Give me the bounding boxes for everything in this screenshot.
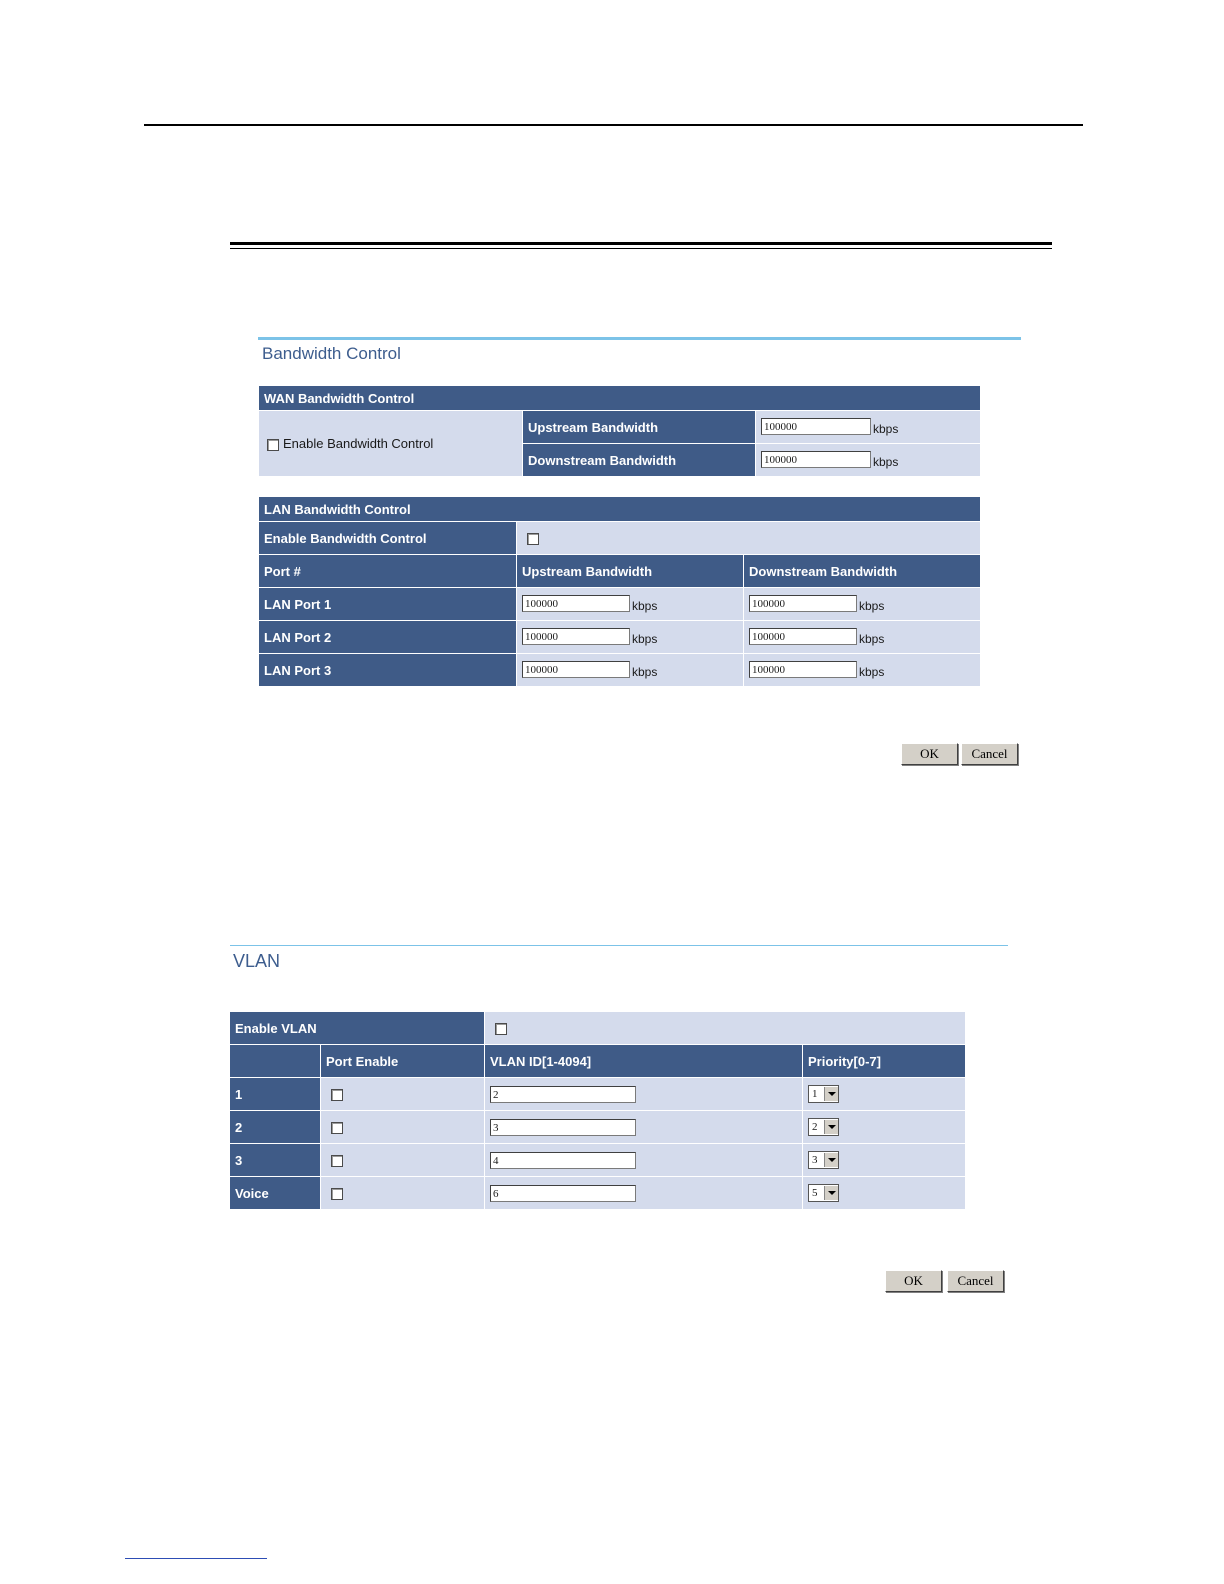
bandwidth-title-bar [258,337,1021,340]
vlan-section-title: VLAN [233,951,281,971]
chevron-down-icon[interactable] [824,1186,838,1200]
table-row [259,621,981,654]
lan-port-3-downstream-input[interactable]: 100000 [749,661,857,678]
bandwidth-cancel-button[interactable]: Cancel [961,743,1018,765]
chevron-down-icon[interactable] [824,1120,838,1134]
lan-table-header: LAN Bandwidth Control [259,497,981,522]
vlan-row-voice-port-enable-checkbox[interactable] [331,1188,343,1200]
table-row [230,1177,966,1210]
lan-port-3-up-unit: kbps [632,665,658,679]
table-row [259,588,981,621]
lan-port-1-up-cell [517,588,744,621]
lan-port-1-downstream-input[interactable]: 100000 [749,595,857,612]
lan-port-1-down-cell [744,588,981,621]
vlan-col-port-enable: Port Enable [321,1045,485,1078]
wan-downstream-cell [756,444,981,477]
vlan-row-2-enable-cell [321,1111,485,1144]
vlan-row-3-priority-value: 3 [812,1154,818,1166]
vlan-title-bar [230,945,1008,946]
lan-port-3-down-cell [744,654,981,687]
vlan-row-2-priority-cell [803,1111,966,1144]
vlan-row-3-enable-cell [321,1144,485,1177]
vlan-row-3-id-cell [485,1144,803,1177]
vlan-row-2-priority-select[interactable] [808,1118,839,1136]
lan-port-2-downstream-input[interactable]: 100000 [749,628,857,645]
lan-port-1-upstream-input[interactable]: 100000 [522,595,630,612]
table-row [259,654,981,687]
lan-enable-checkbox[interactable] [527,533,539,545]
vlan-row-1-port-enable-checkbox[interactable] [331,1089,343,1101]
vlan-row-3-priority-select[interactable] [808,1151,839,1169]
chevron-down-icon[interactable] [824,1087,838,1101]
vlan-row-3-id-input[interactable]: 4 [490,1152,636,1169]
vlan-row-3-label: 3 [230,1144,321,1177]
vlan-enable-label: Enable VLAN [230,1012,485,1045]
section-double-rule [230,242,1052,249]
lan-enable-label: Enable Bandwidth Control [259,522,517,555]
wan-upstream-label: Upstream Bandwidth [523,411,756,444]
vlan-row-voice-priority-select[interactable] [808,1184,839,1202]
wan-downstream-unit: kbps [873,455,899,469]
vlan-row-2-label: 2 [230,1111,321,1144]
lan-port-2-upstream-input[interactable]: 100000 [522,628,630,645]
table-row [230,1111,966,1144]
chevron-down-icon[interactable] [824,1153,838,1167]
lan-col-downstream: Downstream Bandwidth [744,555,981,588]
wan-enable-label: Enable Bandwidth Control [283,436,434,451]
lan-port-2-down-cell [744,621,981,654]
bandwidth-ok-button[interactable]: OK [901,743,958,765]
lan-port-3-down-unit: kbps [859,665,885,679]
vlan-row-2-port-enable-checkbox[interactable] [331,1122,343,1134]
vlan-row-voice-label: Voice [230,1177,321,1210]
table-row [230,1078,966,1111]
wan-upstream-cell [756,411,981,444]
footer-link-underline [125,1558,267,1559]
vlan-ok-button[interactable]: OK [885,1270,942,1292]
vlan-row-1-label: 1 [230,1078,321,1111]
vlan-table [229,1011,966,1210]
vlan-col-vlan-id: VLAN ID[1-4094] [485,1045,803,1078]
wan-enable-checkbox[interactable] [267,439,279,451]
bandwidth-section-title: Bandwidth Control [262,344,401,363]
lan-port-2-down-unit: kbps [859,632,885,646]
vlan-row-3-priority-cell [803,1144,966,1177]
vlan-col-priority: Priority[0-7] [803,1045,966,1078]
vlan-row-1-priority-value: 1 [812,1088,818,1100]
vlan-row-voice-id-input[interactable]: 6 [490,1185,636,1202]
table-row [230,1144,966,1177]
wan-bandwidth-table [258,385,981,477]
page-top-rule [144,124,1083,126]
lan-col-port: Port # [259,555,517,588]
wan-upstream-unit: kbps [873,422,899,436]
lan-col-upstream: Upstream Bandwidth [517,555,744,588]
vlan-row-1-id-input[interactable]: 2 [490,1086,636,1103]
vlan-row-2-id-input[interactable]: 3 [490,1119,636,1136]
vlan-row-3-port-enable-checkbox[interactable] [331,1155,343,1167]
vlan-row-voice-priority-value: 5 [812,1187,818,1199]
vlan-row-2-id-cell [485,1111,803,1144]
lan-port-1-label: LAN Port 1 [259,588,517,621]
vlan-col-blank [230,1045,321,1078]
vlan-row-1-priority-select[interactable] [808,1085,839,1103]
lan-port-1-down-unit: kbps [859,599,885,613]
lan-port-3-upstream-input[interactable]: 100000 [522,661,630,678]
vlan-row-2-priority-value: 2 [812,1121,818,1133]
wan-downstream-label: Downstream Bandwidth [523,444,756,477]
wan-table-header: WAN Bandwidth Control [259,386,981,411]
vlan-row-voice-id-cell [485,1177,803,1210]
vlan-row-voice-priority-cell [803,1177,966,1210]
lan-port-1-up-unit: kbps [632,599,658,613]
lan-bandwidth-table [258,496,981,687]
lan-enable-cell [517,522,981,555]
lan-port-2-up-cell [517,621,744,654]
vlan-enable-checkbox[interactable] [495,1023,507,1035]
lan-port-2-label: LAN Port 2 [259,621,517,654]
lan-port-2-up-unit: kbps [632,632,658,646]
vlan-cancel-button[interactable]: Cancel [947,1270,1004,1292]
vlan-row-1-priority-cell [803,1078,966,1111]
vlan-row-1-enable-cell [321,1078,485,1111]
vlan-enable-cell [485,1012,966,1045]
wan-upstream-input[interactable]: 100000 [761,418,871,435]
wan-downstream-input[interactable]: 100000 [761,451,871,468]
lan-port-3-label: LAN Port 3 [259,654,517,687]
vlan-row-1-id-cell [485,1078,803,1111]
vlan-row-voice-enable-cell [321,1177,485,1210]
lan-port-3-up-cell [517,654,744,687]
wan-enable-cell [259,411,523,477]
